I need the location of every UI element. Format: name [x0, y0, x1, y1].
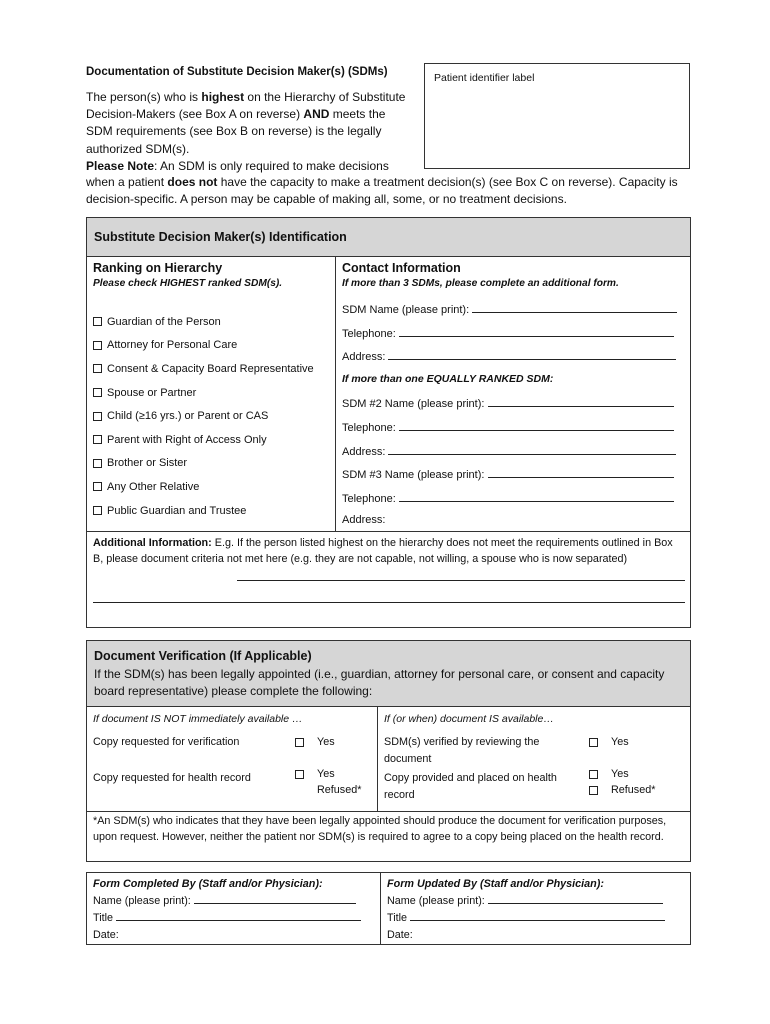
intro-paragraph — [86, 89, 414, 175]
ranking-option-label: Guardian of the Person — [107, 315, 221, 328]
ranking-option-label: Any Other Relative — [107, 480, 200, 493]
input-line[interactable] — [388, 349, 676, 360]
checkbox-icon[interactable] — [93, 435, 102, 444]
field-label: Address: — [342, 514, 386, 527]
field-label: Telephone: — [342, 327, 396, 340]
contact-column — [342, 259, 685, 538]
sdm1-address-field[interactable] — [342, 349, 685, 373]
checkbox-icon[interactable] — [93, 412, 102, 421]
document-title: Documentation of Substitute Decision Maker(s) (SDMs) — [86, 66, 388, 78]
ranking-option[interactable] — [93, 357, 331, 381]
ranking-option[interactable] — [93, 381, 331, 405]
ranking-option[interactable] — [93, 499, 331, 523]
checkbox-icon[interactable] — [589, 738, 598, 747]
copy-health-label: Copy requested for health record — [93, 772, 251, 784]
intro-emphasis: highest — [201, 90, 245, 104]
ranking-option[interactable] — [93, 475, 331, 499]
sdm3-name-field[interactable] — [342, 467, 685, 491]
field-label: Telephone: — [342, 421, 396, 434]
sdm2-address-field[interactable] — [342, 444, 685, 468]
note-emphasis: does not — [167, 175, 218, 189]
input-line[interactable] — [399, 326, 674, 337]
checkbox-label: Yes — [611, 736, 629, 748]
left-column-heading: If document IS NOT immediately available … — [93, 713, 303, 725]
contact-subtitle: If more than 3 SDMs, please complete an additional form. — [342, 278, 619, 289]
checkbox-label: Yes — [317, 736, 335, 748]
field-label: Telephone: — [342, 492, 396, 505]
intro-text: meets the SDM requirements (see Box B on reverse) is the legally authorized SDM(s). — [86, 107, 386, 156]
checkbox-label: Refused* — [317, 784, 362, 796]
completed-by-heading: Form Completed By (Staff and/or Physician): — [93, 878, 323, 890]
input-line[interactable] — [194, 893, 356, 904]
verification-header — [87, 641, 690, 707]
updated-by-heading: Form Updated By (Staff and/or Physician): — [387, 878, 604, 890]
input-line[interactable] — [488, 467, 674, 478]
document-verification-section — [86, 640, 691, 862]
note-text: : An SDM is only required to make decisions — [154, 158, 389, 173]
updated-name-field[interactable] — [387, 893, 683, 910]
note-paragraph — [86, 174, 706, 208]
ranking-column — [93, 259, 331, 522]
checkbox-icon[interactable] — [93, 459, 102, 468]
checkbox-icon[interactable] — [93, 364, 102, 373]
placed-yes-checkbox[interactable] — [589, 766, 629, 783]
field-label: SDM #3 Name (please print): — [342, 469, 485, 482]
field-label: SDM #2 Name (please print): — [342, 398, 485, 411]
ranking-option[interactable] — [93, 310, 331, 334]
copy-verification-label: Copy requested for verification — [93, 736, 240, 748]
verification-footnote: *An SDM(s) who indicates that they have been legally appointed should produce the document for verification purposes, upon request. However, neither the patient nor SDM(s) is required to agree to a copy being placed on the health record. — [93, 815, 667, 844]
input-line[interactable] — [472, 302, 677, 313]
completed-date-field[interactable] — [93, 927, 373, 944]
field-label: Name (please print): — [93, 895, 191, 907]
ranking-option[interactable] — [93, 452, 331, 476]
checkbox-icon[interactable] — [589, 770, 598, 779]
field-label: Date: — [387, 929, 413, 941]
copy-health-yes-checkbox[interactable] — [295, 766, 335, 783]
checkbox-icon[interactable] — [295, 738, 304, 747]
placed-refused-checkbox[interactable] — [589, 782, 655, 799]
equal-ranked-heading: If more than one EQUALLY RANKED SDM: — [342, 372, 554, 385]
ranking-option[interactable] — [93, 404, 331, 428]
additional-text: E.g. If the person listed highest on the hierarchy does not meet the requirements outlined in Box B, please document criteria not met here (e.g. they are not capable, not willing, a spouse who is now separated) — [93, 537, 673, 566]
ranking-option-label: Child (≥16 yrs.) or Parent or CAS — [107, 410, 269, 423]
checkbox-label: Yes — [611, 768, 629, 780]
additional-information[interactable] — [93, 535, 685, 568]
note-text: when a patient — [86, 175, 168, 189]
updated-title-field[interactable] — [387, 910, 683, 927]
ranking-option[interactable] — [93, 428, 331, 452]
ranking-option-label: Attorney for Personal Care — [107, 339, 238, 352]
ranking-subtitle: Please check HIGHEST ranked SDM(s). — [93, 278, 283, 289]
input-line[interactable] — [488, 396, 674, 407]
field-label: Title — [93, 912, 113, 924]
sdm2-telephone-field[interactable] — [342, 420, 685, 444]
input-line[interactable] — [388, 444, 676, 455]
ranking-option[interactable] — [93, 334, 331, 358]
copy-verification-yes-checkbox[interactable] — [295, 734, 335, 751]
completion-section — [86, 872, 691, 945]
verification-heading: Document Verification (If Applicable) — [94, 649, 312, 663]
verified-label: SDM(s) verified by reviewing the document — [384, 736, 540, 765]
note-text: have the capacity to make a treatment decision(s) (see Box C on reverse). Capacity is decision-specific. A person may be capable of making all, some, or no treatment decisions. — [86, 175, 678, 207]
patient-identifier-label: Patient identifier label — [434, 72, 535, 84]
intro-emphasis: AND — [303, 107, 330, 122]
input-line[interactable] — [410, 910, 665, 921]
checkbox-label: Refused* — [611, 784, 656, 796]
field-label: SDM Name (please print): — [342, 304, 470, 316]
copy-health-refused-checkbox[interactable] — [295, 782, 361, 799]
intro-text: The person(s) who is — [86, 90, 202, 104]
sdm-identification-section — [86, 217, 691, 628]
additional-label: Additional Information: — [93, 537, 212, 549]
completed-title-field[interactable] — [93, 910, 373, 927]
input-line[interactable] — [488, 893, 663, 904]
completed-name-field[interactable] — [93, 893, 373, 910]
checkbox-icon[interactable] — [589, 786, 598, 795]
sdm3-telephone-field[interactable] — [342, 491, 685, 515]
sdm1-telephone-field[interactable] — [342, 326, 685, 350]
field-label: Address: — [342, 445, 386, 458]
checkbox-icon[interactable] — [93, 317, 102, 326]
sdm1-name-field[interactable] — [342, 302, 685, 326]
ranking-list — [93, 310, 331, 522]
field-label: Title — [387, 912, 407, 924]
note-label: Please Note — [86, 158, 155, 173]
verification-instructions: If the SDM(s) has been legally appointed (i.e., guardian, attorney for personal care, or consent and capacity board representative) please complete the following: — [94, 667, 665, 698]
section-heading: Substitute Decision Maker(s) Identification — [87, 218, 690, 257]
input-line[interactable] — [116, 910, 361, 921]
ranking-option-label: Consent & Capacity Board Representative — [107, 362, 314, 375]
placed-label: Copy provided and placed on health record — [384, 772, 557, 801]
checkbox-icon[interactable] — [93, 482, 102, 491]
updated-date-field[interactable] — [387, 927, 683, 944]
contact-title: Contact Information — [342, 261, 461, 275]
verified-yes-checkbox[interactable] — [589, 734, 629, 751]
ranking-option-label: Spouse or Partner — [107, 386, 197, 399]
checkbox-icon[interactable] — [295, 770, 304, 779]
field-label: Date: — [93, 929, 119, 941]
checkbox-icon[interactable] — [93, 388, 102, 397]
ranking-option-label: Public Guardian and Trustee — [107, 504, 247, 517]
input-line[interactable] — [399, 491, 674, 502]
checkbox-icon[interactable] — [93, 341, 102, 350]
ranking-title: Ranking on Hierarchy — [93, 261, 223, 275]
ranking-option-label: Parent with Right of Access Only — [107, 433, 267, 446]
input-line[interactable] — [399, 420, 674, 431]
checkbox-icon[interactable] — [93, 506, 102, 515]
field-label: Name (please print): — [387, 895, 485, 907]
sdm2-name-field[interactable] — [342, 396, 685, 420]
completed-by-column — [93, 876, 373, 944]
ranking-option-label: Brother or Sister — [107, 457, 188, 470]
intro-text: on the Hierarchy of Substitute Decision-Makers (see Box A on reverse) — [86, 90, 406, 122]
field-label: Address: — [342, 351, 386, 364]
patient-identifier-box — [424, 63, 690, 169]
updated-by-column — [387, 876, 683, 944]
checkbox-label: Yes — [317, 768, 335, 780]
right-column-heading: If (or when) document IS available… — [384, 713, 554, 725]
